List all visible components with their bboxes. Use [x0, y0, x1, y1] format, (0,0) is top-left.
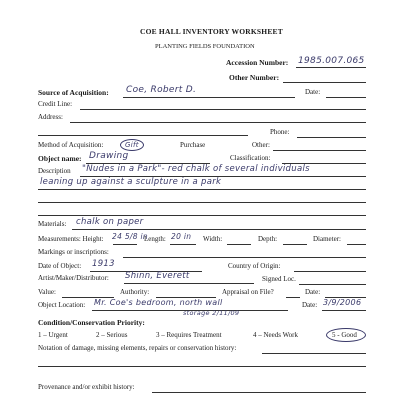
width-label: Width: — [203, 235, 223, 243]
diameter-line — [347, 244, 366, 245]
appraisal-label: Appraisal on File? — [222, 288, 274, 296]
credit-line-label: Credit Line: — [38, 100, 73, 108]
classification-label: Classification: — [230, 154, 271, 162]
appraisal-date-label: Date: — [305, 288, 321, 296]
condition-serious[interactable]: 2 – Serious — [96, 331, 128, 339]
source-line — [123, 97, 295, 98]
location-date-value[interactable]: 3/9/2006 — [323, 298, 362, 307]
diameter-label: Diameter: — [313, 235, 341, 243]
description-label: Description — [38, 167, 71, 175]
worksheet-subtitle: PLANTING FIELDS FOUNDATION — [155, 43, 255, 50]
credit-line-line — [80, 109, 366, 110]
height-value[interactable]: 24 5/8 in — [112, 232, 148, 241]
country-line — [294, 271, 366, 272]
notation-label: Notation of damage, missing elements, repairs or conservation history: — [38, 344, 237, 352]
location-date-line — [322, 310, 366, 311]
length-label: Length: — [144, 235, 166, 243]
object-location-value[interactable]: Mr. Coe's bedroom, north wall — [94, 298, 223, 307]
object-location-note[interactable]: storage 2/11/09 — [183, 309, 240, 317]
accession-number-value[interactable]: 1985.007.065 — [298, 56, 365, 66]
description-value-1[interactable]: "Nudes in a Park"- red chalk of several individuals — [82, 164, 310, 174]
address-line-1 — [70, 122, 366, 123]
source-date-label: Date: — [305, 88, 321, 96]
authority-label: Authority: — [120, 288, 150, 296]
condition-good[interactable]: 5 - Good — [332, 331, 357, 339]
condition-requires-treatment[interactable]: 3 – Requires Treatment — [156, 331, 222, 339]
condition-urgent[interactable]: 1 – Urgent — [38, 331, 68, 339]
notation-line-2 — [38, 366, 366, 367]
condition-label: Condition/Conservation Priority: — [38, 318, 145, 327]
artist-label: Artist/Maker/Distributor: — [38, 274, 109, 282]
gift-option[interactable]: Gift — [125, 141, 139, 149]
address-line-2 — [38, 135, 248, 136]
measurements-label: Measurements: Height: — [38, 235, 104, 243]
signed-loc-line — [299, 284, 366, 285]
height-line — [113, 244, 137, 245]
accession-number-line — [296, 67, 366, 68]
description-line-2 — [38, 189, 366, 190]
value-label: Value: — [38, 288, 56, 296]
materials-label: Materials: — [38, 220, 67, 228]
source-date-line — [326, 97, 366, 98]
method-label: Method of Acquisition: — [38, 141, 104, 149]
other-method-line — [273, 150, 366, 151]
condition-needs-work[interactable]: 4 – Needs Work — [253, 331, 298, 339]
object-name-label: Object name: — [38, 154, 82, 163]
country-label: Country of Origin: — [228, 262, 281, 270]
address-label: Address: — [38, 113, 63, 121]
object-location-label: Object Location: — [38, 301, 86, 309]
provenance-label: Provenance and/or exhibit history: — [38, 383, 135, 391]
depth-line — [283, 244, 307, 245]
description-line-4 — [38, 215, 366, 216]
object-name-value[interactable]: Drawing — [89, 151, 129, 161]
appraisal-line — [286, 297, 300, 298]
description-value-2[interactable]: leaning up against a sculpture in a park — [40, 177, 222, 187]
markings-label: Markings or inscriptions: — [38, 248, 109, 256]
artist-value[interactable]: Shinn, Everett — [125, 271, 190, 281]
source-value[interactable]: Coe, Robert D. — [126, 85, 197, 95]
phone-label: Phone: — [270, 128, 290, 136]
markings-line — [123, 257, 366, 258]
phone-line — [297, 137, 366, 138]
materials-line — [72, 229, 366, 230]
notation-line-1 — [262, 353, 366, 354]
width-line — [227, 244, 251, 245]
source-label: Source of Acquisition: — [38, 88, 109, 97]
worksheet-title: COE HALL INVENTORY WORKSHEET — [140, 27, 283, 36]
materials-value[interactable]: chalk on paper — [76, 217, 144, 227]
signed-loc-label: Signed Loc. — [262, 275, 296, 283]
depth-label: Depth: — [258, 235, 278, 243]
accession-number-label: Accession Number: — [226, 58, 289, 67]
length-value[interactable]: 20 in — [171, 232, 192, 241]
artist-line — [124, 283, 254, 284]
location-date-label: Date: — [302, 301, 318, 309]
other-number-line — [283, 82, 366, 83]
provenance-line — [152, 392, 366, 393]
description-line-3 — [38, 202, 366, 203]
other-number-label: Other Number: — [229, 73, 280, 82]
date-of-object-value[interactable]: 1913 — [92, 259, 115, 269]
other-method-label: Other: — [252, 141, 270, 149]
date-of-object-label: Date of Object: — [38, 262, 82, 270]
length-line — [170, 244, 196, 245]
purchase-option[interactable]: Purchase — [180, 141, 206, 149]
